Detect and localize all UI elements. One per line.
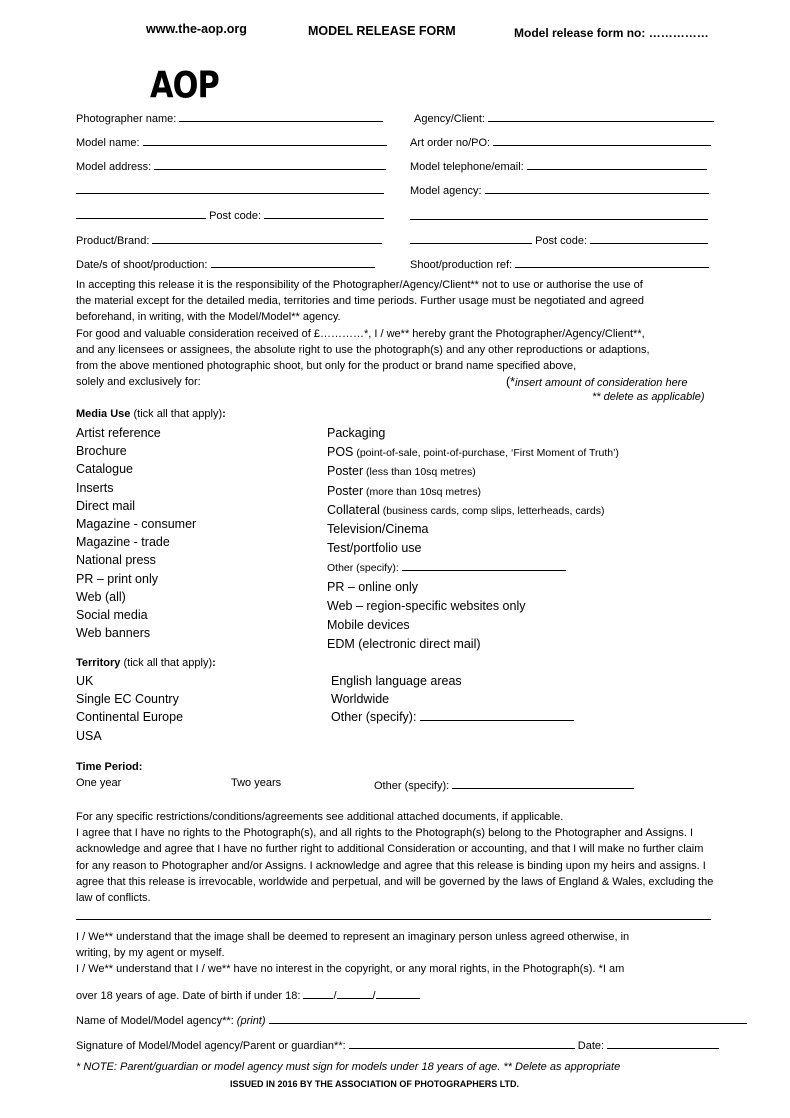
intro-line: In accepting this release it is the responsibility of the Photographer/Agency/Client** not to use or authorise the use of	[76, 279, 643, 291]
time-other-input[interactable]	[452, 777, 634, 789]
imaginary-line: I / We** understand that I / we** have no interest in the copyright, or any moral rights, in the Photograph(s). *I am	[76, 963, 625, 976]
shoot-ref-label: Shoot/production ref:	[410, 259, 513, 271]
agreement-line: acknowledge and agree that I have no further right to additional Consideration or accounting, and that I will make no further claim	[76, 843, 704, 856]
model-address-input[interactable]	[154, 158, 386, 170]
time-other[interactable]	[374, 777, 634, 792]
model-address-label: Model address:	[76, 161, 152, 173]
post-code-2-input[interactable]	[590, 232, 708, 244]
territory-heading-suffix: (tick all that apply)	[120, 657, 213, 669]
signature-input[interactable]	[349, 1037, 575, 1049]
territory-heading-title: Territory	[76, 657, 121, 669]
model-tel-label: Model telephone/email:	[410, 161, 524, 173]
dob-label: over 18 years of age. Date of birth if under 18:	[76, 990, 301, 1002]
agency-client-label: Agency/Client:	[414, 113, 485, 125]
media-option[interactable]: Brochure	[76, 444, 127, 459]
model-agency-input[interactable]	[485, 182, 709, 194]
time-one-year[interactable]: One year	[76, 777, 122, 789]
media-option[interactable]: Television/Cinema	[327, 522, 429, 537]
media-option[interactable]: Poster (more than 10sq metres)	[327, 483, 482, 498]
territory-heading	[76, 657, 216, 669]
media-option[interactable]: Magazine - trade	[76, 535, 170, 550]
media-option[interactable]: Social media	[76, 608, 148, 623]
art-order-field	[410, 134, 711, 149]
art-order-input[interactable]	[493, 134, 711, 146]
territory-option[interactable]: Continental Europe	[76, 710, 184, 725]
intro-line: from the above mentioned photographic shoot, but only for the product or brand name specified above,	[76, 360, 577, 373]
form-number-label: Model release form no: ……………	[514, 26, 709, 40]
post-code-row	[76, 207, 384, 222]
agreement-line: agree that this release is irrevocable, worldwide and perpetual, and will be governed by the laws of England & Wales, excluding the	[76, 875, 714, 888]
media-heading-colon: :	[222, 408, 226, 420]
territory-option[interactable]: English language areas	[331, 674, 462, 688]
footer-note: * NOTE: Parent/guardian or model agency must sign for models under 18 years of age. ** Delete as appropriate	[76, 1061, 621, 1073]
territory-option-other[interactable]: Other (specify):	[331, 708, 574, 726]
model-name-label: Model name:	[76, 137, 140, 149]
shoot-ref-field	[410, 256, 709, 271]
media-option[interactable]: Poster (less than 10sq metres)	[327, 464, 476, 479]
media-option[interactable]: Web – region-specific websites only	[327, 598, 526, 613]
territory-option[interactable]: UK	[76, 674, 94, 688]
media-option[interactable]: Mobile devices	[327, 618, 410, 633]
media-option[interactable]: Packaging	[327, 426, 386, 440]
photographer-name-input[interactable]	[179, 110, 383, 122]
territory-right-list	[331, 672, 574, 727]
product-brand-label: Product/Brand:	[76, 235, 150, 247]
dates-field	[76, 256, 375, 271]
delete-note: ** delete as applicable)	[592, 391, 705, 403]
agency-client-field	[414, 110, 714, 125]
print-name-input[interactable]	[269, 1012, 747, 1024]
print-name-hint: (print)	[233, 1015, 266, 1027]
note-text: insert amount of consideration here	[515, 377, 688, 389]
post-code-2-row	[410, 232, 708, 247]
imaginary-line: writing, by my agent or myself.	[76, 947, 225, 960]
model-name-input[interactable]	[143, 134, 387, 146]
dates-label: Date/s of shoot/production:	[76, 259, 208, 271]
address-line-3[interactable]	[76, 207, 206, 219]
shoot-ref-input[interactable]	[515, 256, 709, 268]
agency-client-input[interactable]	[488, 110, 714, 122]
agreement-line: For any specific restrictions/conditions/agreements see additional attached documents, if applicable.	[76, 811, 564, 823]
date-label: Date:	[577, 1040, 605, 1052]
post-code-input[interactable]	[264, 207, 384, 219]
photographer-name-label: Photographer name:	[76, 113, 177, 125]
consideration-note	[506, 375, 687, 389]
form-title: MODEL RELEASE FORM	[308, 24, 456, 38]
date-input[interactable]	[607, 1037, 719, 1049]
media-right-list	[327, 424, 619, 654]
agreement-line: law of conflicts.	[76, 892, 151, 905]
media-option[interactable]: Artist reference	[76, 426, 161, 440]
intro-line: and any licensees or assignees, the absolute right to use the photograph(s) and any other reproductions or adaptions,	[76, 343, 650, 356]
post-code-2-label: Post code:	[535, 235, 588, 247]
note-paren: (*	[506, 375, 516, 389]
agency-line-2[interactable]	[410, 219, 708, 220]
print-name-label: Name of Model/Model agency**:	[76, 1015, 234, 1027]
media-option[interactable]: Web banners	[76, 626, 151, 641]
media-option[interactable]: PR – print only	[76, 571, 158, 586]
dob-row	[76, 987, 420, 1002]
agreement-line: I agree that I have no rights to the Photograph(s), and all rights to the Photograph(s) belong to the Photographer and Assigns. I	[76, 827, 694, 840]
media-left-list	[76, 424, 196, 642]
photographer-name-field	[76, 110, 383, 125]
media-option[interactable]: Test/portfolio use	[327, 541, 422, 556]
media-option[interactable]: Web (all)	[76, 589, 126, 604]
media-option[interactable]: POS (point-of-sale, point-of-purchase, ‘First Moment of Truth’)	[327, 445, 619, 460]
agreement-paragraph	[76, 809, 713, 906]
media-option[interactable]: EDM (electronic direct mail)	[327, 637, 481, 652]
model-agency-label: Model agency:	[410, 185, 482, 197]
media-other-input[interactable]	[402, 561, 566, 571]
dob-day-input[interactable]	[303, 987, 333, 999]
aop-logo: AOP	[150, 63, 219, 107]
media-heading-title: Media Use	[76, 408, 131, 420]
section-divider	[76, 919, 711, 920]
signature-row	[76, 1037, 719, 1052]
model-address-field	[76, 158, 386, 173]
time-two-years[interactable]: Two years	[231, 777, 282, 789]
intro-line: solely and exclusively for:	[76, 376, 201, 389]
intro-line: the material except for the detailed media, territories and time periods. Further usage must be negotiated and agreed	[76, 295, 645, 308]
territory-option[interactable]: Single EC Country	[76, 692, 179, 707]
media-option[interactable]: National press	[76, 553, 156, 568]
model-tel-input[interactable]	[527, 158, 707, 170]
model-name-field	[76, 134, 387, 149]
dob-slash: /	[333, 990, 337, 1002]
media-option[interactable]: Catalogue	[76, 462, 133, 477]
signature-label: Signature of Model/Model agency/Parent or guardian**:	[76, 1040, 346, 1052]
post-code-label: Post code:	[209, 210, 262, 222]
dob-slash: /	[372, 990, 376, 1002]
imaginary-paragraph	[76, 929, 629, 978]
territory-heading-colon: :	[212, 657, 216, 669]
territory-option[interactable]: USA	[76, 728, 102, 743]
media-option-other[interactable]: Other (specify):	[327, 558, 619, 577]
dates-input[interactable]	[211, 256, 375, 268]
dob-year-input[interactable]	[376, 987, 420, 999]
media-option[interactable]: Inserts	[76, 480, 114, 495]
intro-paragraph	[76, 277, 650, 390]
media-option[interactable]: Direct mail	[76, 498, 136, 513]
product-brand-field	[76, 232, 382, 247]
model-print-name-row	[76, 1012, 747, 1027]
art-order-label: Art order no/PO:	[410, 137, 491, 149]
intro-line: beforehand, in writing, with the Model/Model** agency.	[76, 311, 341, 324]
website-url[interactable]: www.the-aop.org	[146, 22, 247, 36]
model-agency-field	[410, 182, 709, 197]
media-heading-suffix: (tick all that apply)	[130, 408, 223, 420]
imaginary-line: I / We** understand that the image shall be deemed to represent an imaginary person unless agreed otherwise, in	[76, 931, 630, 943]
dob-month-input[interactable]	[337, 987, 373, 999]
media-option[interactable]: Magazine - consumer	[76, 517, 197, 532]
agreement-line: for any reason to Photographer and/or Assigns. I acknowledge and agree that this release is binding upon my heirs and assigns. I	[76, 859, 706, 872]
agency-line-3[interactable]	[410, 232, 532, 244]
intro-line: For good and valuable consideration received of £…………*, I / we** hereby grant the Photographer/Agency/Client**,	[76, 327, 645, 340]
territory-left-list	[76, 672, 183, 745]
media-heading	[76, 408, 226, 420]
media-option[interactable]: PR – online only	[327, 579, 419, 594]
model-tel-field	[410, 158, 707, 173]
address-line-2[interactable]	[76, 193, 384, 194]
time-other-label: Other (specify):	[374, 780, 450, 792]
territory-option[interactable]: Worldwide	[331, 692, 390, 707]
territory-other-input[interactable]	[420, 709, 574, 721]
product-brand-input[interactable]	[152, 232, 382, 244]
issued-by: ISSUED IN 2016 BY THE ASSOCIATION OF PHOTOGRAPHERS LTD.	[230, 1079, 520, 1089]
time-period-heading: Time Period:	[76, 761, 143, 773]
media-option[interactable]: Collateral (business cards, comp slips, letterheads, cards)	[327, 502, 605, 517]
